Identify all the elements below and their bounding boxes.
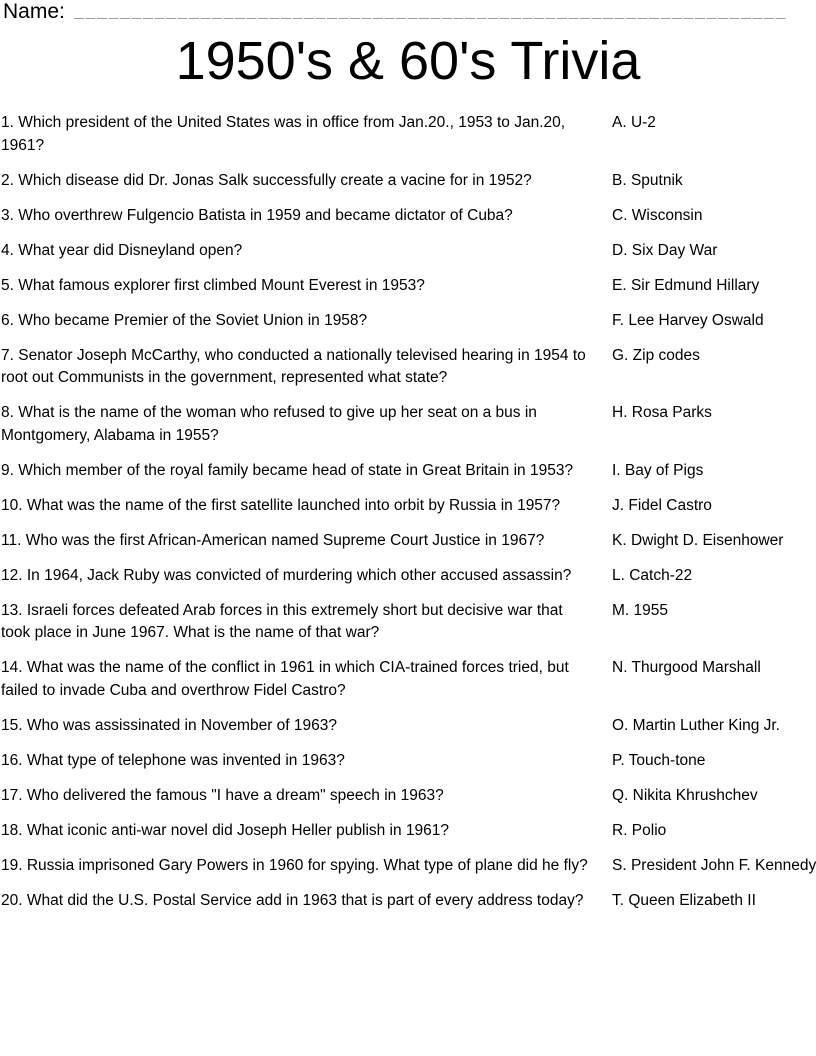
answer-option: M. 1955 [612, 601, 669, 619]
trivia-row [1, 785, 816, 808]
answer-option: S. President John F. Kennedy [612, 856, 816, 874]
trivia-row [1, 820, 816, 843]
question-text: 18. What iconic anti-war novel did Joseph Heller publish in 1961? [1, 821, 450, 839]
question-text: 1. Which president of the United States was in office from Jan.20., 1953 to Jan.20, 1961? [1, 114, 566, 154]
trivia-row [1, 855, 816, 878]
question-text: 17. Who delivered the famous "I have a dream" speech in 1963? [1, 786, 444, 804]
trivia-row [1, 345, 816, 390]
question-text: 8. What is the name of the woman who refused to give up her seat on a bus in Montgomery, Alabama in 1955? [1, 404, 537, 444]
answer-option: I. Bay of Pigs [612, 461, 704, 479]
trivia-row [1, 170, 816, 193]
trivia-row [1, 600, 816, 645]
name-blank-line [74, 18, 787, 19]
answer-option: D. Six Day War [612, 241, 718, 259]
trivia-row [1, 205, 816, 228]
question-text: 9. Which member of the royal family became head of state in Great Britain in 1953? [1, 461, 574, 479]
question-text: 5. What famous explorer first climbed Mount Everest in 1953? [1, 276, 425, 294]
question-text: 3. Who overthrew Fulgencio Batista in 1959 and became dictator of Cuba? [1, 206, 513, 224]
question-text: 2. Which disease did Dr. Jonas Salk successfully create a vacine for in 1952? [1, 171, 532, 189]
question-text: 15. Who was assissinated in November of 1963? [1, 716, 338, 734]
answer-option: K. Dwight D. Eisenhower [612, 531, 784, 549]
answer-option: G. Zip codes [612, 346, 700, 364]
trivia-row [1, 112, 816, 157]
trivia-row [1, 750, 816, 773]
question-text: 6. Who became Premier of the Soviet Union in 1958? [1, 311, 368, 329]
answer-option: O. Martin Luther King Jr. [612, 716, 780, 734]
trivia-row [1, 715, 816, 738]
page-title: 1950's & 60's Trivia [175, 31, 641, 91]
trivia-row [1, 565, 816, 588]
answer-option: J. Fidel Castro [612, 496, 712, 514]
trivia-list [0, 112, 816, 912]
name-row [0, 0, 816, 22]
question-text: 7. Senator Joseph McCarthy, who conducted a nationally televised hearing in 1954 to root out Communists in the government, represented what state? [1, 346, 586, 386]
answer-option: B. Sputnik [612, 171, 683, 189]
question-text: 19. Russia imprisoned Gary Powers in 1960 for spying. What type of plane did he fly? [1, 856, 588, 874]
answer-option: T. Queen Elizabeth II [612, 891, 756, 909]
answer-option: A. U-2 [612, 114, 656, 131]
answer-option: N. Thurgood Marshall [612, 659, 761, 676]
answer-option: F. Lee Harvey Oswald [612, 311, 764, 329]
name-label: Name: [3, 0, 65, 23]
trivia-row [1, 402, 816, 447]
question-text: 10. What was the name of the first satellite launched into orbit by Russia in 1957? [1, 496, 561, 514]
trivia-row [1, 460, 816, 483]
question-text: 13. Israeli forces defeated Arab forces in this extremely short but decisive war that took place in June 1967. What is the name of that war? [1, 601, 563, 641]
answer-option: E. Sir Edmund Hillary [612, 276, 760, 294]
trivia-row [1, 657, 816, 702]
question-text: 4. What year did Disneyland open? [1, 241, 243, 259]
answer-option: L. Catch-22 [612, 566, 693, 584]
question-text: 14. What was the name of the conflict in 1961 in which CIA-trained forces tried, but failed to invade Cuba and overthrow Fidel Castro? [1, 659, 569, 699]
question-text: 16. What type of telephone was invented in 1963? [1, 751, 345, 769]
trivia-row [1, 275, 816, 298]
trivia-row [1, 310, 816, 333]
question-text: 20. What did the U.S. Postal Service add in 1963 that is part of every address today? [1, 891, 584, 909]
answer-option: R. Polio [612, 821, 667, 839]
answer-option: Q. Nikita Khrushchev [612, 786, 758, 804]
question-text: 12. In 1964, Jack Ruby was convicted of murdering which other accused assassin? [1, 566, 572, 584]
trivia-row [1, 890, 816, 913]
question-text: 11. Who was the first African-American named Supreme Court Justice in 1967? [1, 531, 545, 549]
trivia-row [1, 495, 816, 518]
trivia-row [1, 240, 816, 263]
answer-option: H. Rosa Parks [612, 404, 712, 421]
answer-option: P. Touch-tone [612, 751, 706, 769]
answer-option: C. Wisconsin [612, 206, 703, 224]
trivia-row [1, 530, 816, 553]
